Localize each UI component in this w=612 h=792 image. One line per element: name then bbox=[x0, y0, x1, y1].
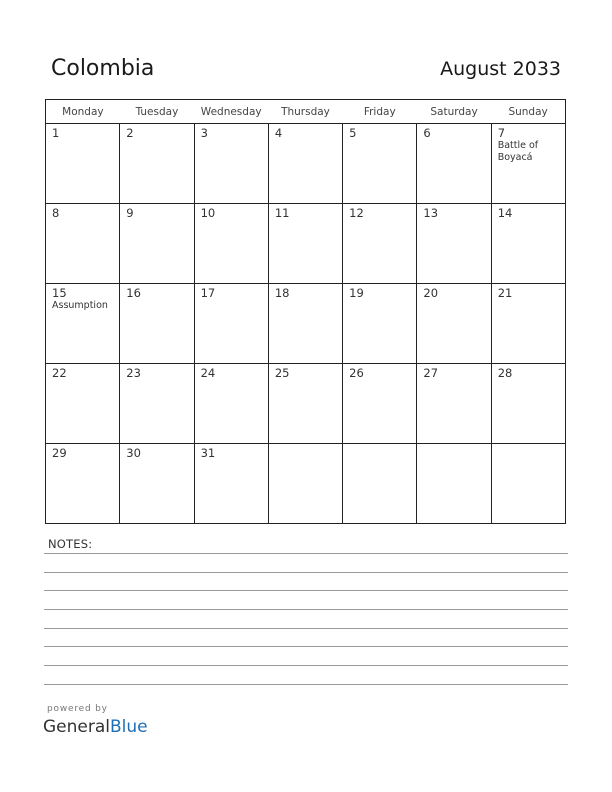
week-row bbox=[46, 124, 566, 204]
day-cell bbox=[120, 364, 194, 444]
day-number: 12 bbox=[349, 206, 364, 220]
day-number: 14 bbox=[497, 206, 513, 220]
day-cell bbox=[46, 444, 120, 524]
day-cell bbox=[46, 204, 120, 284]
day-cell bbox=[268, 284, 342, 364]
day-cell bbox=[120, 284, 194, 364]
day-number: 20 bbox=[423, 286, 439, 300]
day-number: 11 bbox=[274, 206, 290, 220]
weekday-header: Wednesday bbox=[194, 100, 268, 124]
day-cell bbox=[194, 124, 268, 204]
day-number: 7 bbox=[497, 126, 506, 140]
day-cell bbox=[343, 364, 417, 444]
day-cell bbox=[194, 284, 268, 364]
day-cell bbox=[120, 124, 194, 204]
day-number: 28 bbox=[497, 366, 513, 380]
notes-label: NOTES: bbox=[48, 537, 93, 551]
day-cell bbox=[491, 124, 565, 204]
day-number: 8 bbox=[52, 206, 60, 220]
day-cell bbox=[491, 284, 565, 364]
week-row bbox=[46, 204, 566, 284]
note-line bbox=[44, 609, 568, 610]
week-row bbox=[46, 284, 566, 364]
country-title: Colombia bbox=[51, 56, 155, 81]
note-line bbox=[44, 553, 568, 554]
day-cell bbox=[120, 444, 194, 524]
day-number: 30 bbox=[126, 446, 141, 460]
weekday-header: Tuesday bbox=[120, 100, 194, 124]
day-cell bbox=[343, 284, 417, 364]
note-line bbox=[44, 684, 568, 685]
day-number: 19 bbox=[349, 286, 364, 300]
day-number: 18 bbox=[274, 286, 290, 300]
day-number: 15 bbox=[52, 286, 67, 300]
week-row bbox=[46, 364, 566, 444]
day-number: 13 bbox=[423, 206, 439, 220]
day-cell bbox=[268, 124, 342, 204]
day-number: 29 bbox=[52, 446, 67, 460]
day-cell bbox=[417, 444, 491, 524]
logo-text-blue: Blue bbox=[110, 717, 148, 737]
month-title: August 2033 bbox=[440, 58, 561, 80]
note-line bbox=[44, 665, 568, 666]
day-cell bbox=[417, 124, 491, 204]
day-number: 21 bbox=[497, 286, 513, 300]
day-cell bbox=[343, 444, 417, 524]
day-number: 23 bbox=[126, 366, 141, 380]
day-cell bbox=[268, 364, 342, 444]
day-cell bbox=[343, 124, 417, 204]
day-cell bbox=[343, 204, 417, 284]
day-cell bbox=[194, 204, 268, 284]
weekday-header: Monday bbox=[46, 100, 120, 124]
day-number: 26 bbox=[349, 366, 364, 380]
day-number: 25 bbox=[274, 366, 290, 380]
day-number: 16 bbox=[126, 286, 141, 300]
holiday-label: Assumption bbox=[52, 300, 108, 311]
weekday-header: Sunday bbox=[491, 100, 565, 124]
day-cell bbox=[194, 444, 268, 524]
day-cell bbox=[417, 284, 491, 364]
day-number: 22 bbox=[52, 366, 67, 380]
day-cell bbox=[46, 364, 120, 444]
day-cell bbox=[194, 364, 268, 444]
day-number: 1 bbox=[52, 126, 60, 140]
calendar-grid bbox=[45, 99, 566, 524]
day-number: 9 bbox=[126, 206, 134, 220]
day-cell bbox=[46, 124, 120, 204]
day-cell bbox=[491, 204, 565, 284]
day-number: 31 bbox=[200, 446, 216, 460]
logo-text-general: General bbox=[43, 717, 110, 737]
note-line bbox=[44, 628, 568, 629]
day-cell bbox=[46, 284, 120, 364]
day-number: 3 bbox=[200, 126, 208, 140]
day-number: 4 bbox=[274, 126, 283, 140]
note-line bbox=[44, 590, 568, 591]
day-number: 10 bbox=[200, 206, 216, 220]
note-line bbox=[44, 646, 568, 647]
day-cell bbox=[268, 204, 342, 284]
weekday-header-row bbox=[46, 100, 566, 124]
day-cell bbox=[417, 204, 491, 284]
generalblue-logo[interactable] bbox=[43, 716, 148, 738]
powered-by-text: powered by bbox=[47, 704, 108, 714]
week-row bbox=[46, 444, 566, 524]
day-cell bbox=[268, 444, 342, 524]
day-cell bbox=[120, 204, 194, 284]
holiday-label: Battle of Boyacá bbox=[497, 140, 539, 163]
weekday-header: Saturday bbox=[417, 100, 491, 124]
day-number: 27 bbox=[423, 366, 439, 380]
day-number: 2 bbox=[126, 126, 134, 140]
day-number: 5 bbox=[349, 126, 357, 140]
day-number: 24 bbox=[200, 366, 216, 380]
weekday-header: Thursday bbox=[268, 100, 342, 124]
weekday-header: Friday bbox=[343, 100, 417, 124]
day-cell bbox=[491, 444, 565, 524]
note-line bbox=[44, 572, 568, 573]
day-number: 6 bbox=[423, 126, 431, 140]
day-cell bbox=[417, 364, 491, 444]
day-number: 17 bbox=[200, 286, 216, 300]
day-cell bbox=[491, 364, 565, 444]
